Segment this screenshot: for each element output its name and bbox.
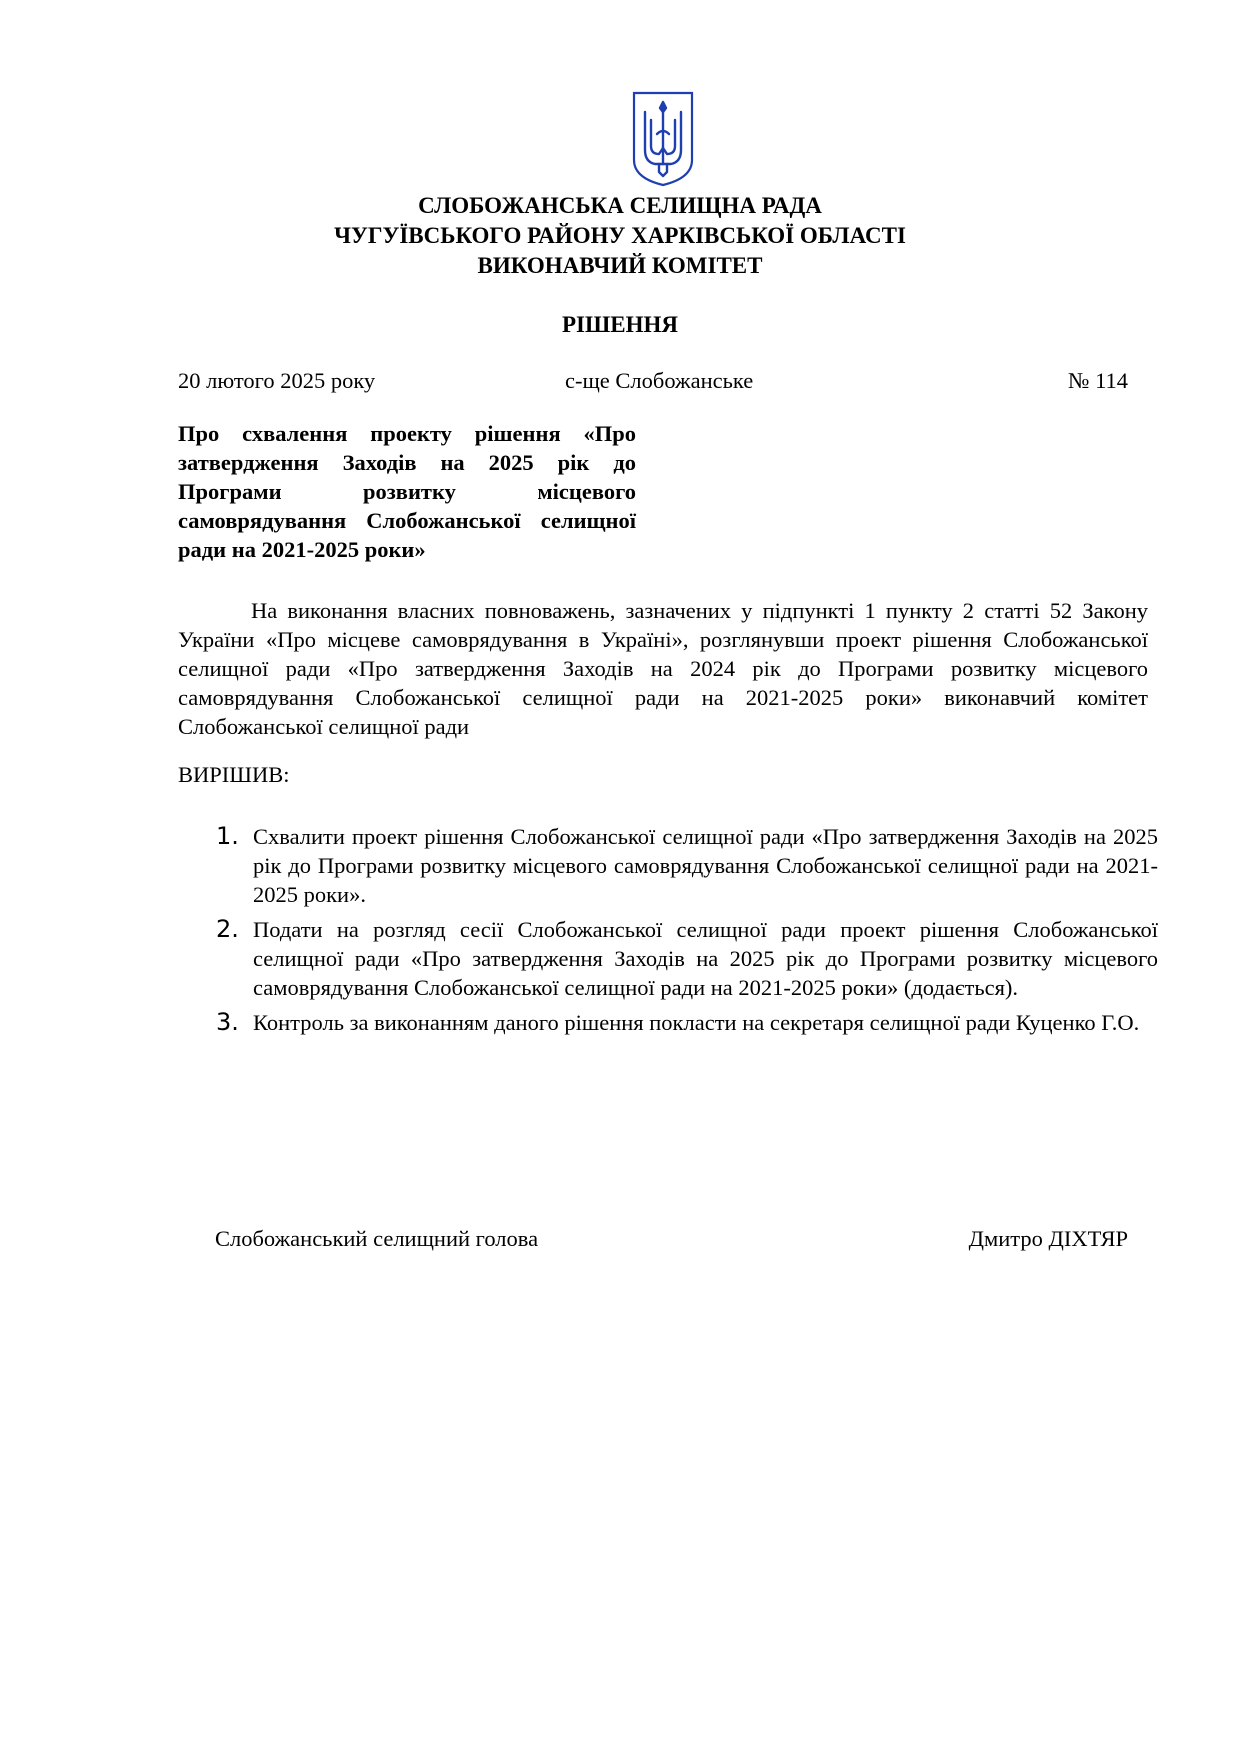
- decision-place: с-ще Слобожанське: [565, 368, 754, 393]
- header-council-name: СЛОБОЖАНСЬКА СЕЛИЩНА РАДА: [418, 193, 822, 218]
- decision-title: РІШЕННЯ: [562, 312, 678, 337]
- signatory-name: Дмитро ДІХТЯР: [968, 1226, 1128, 1251]
- list-item-text: Подати на розгляд сесії Слобожанської селищної ради проект рішення Слобожанської селищної ради «Про затвердження Заходів на 2025 рік до Програми розвитку місцевого самоврядування Слобожанської селищної ради на 2021-2025 роки» (додається).: [253, 917, 1158, 1000]
- list-item: [178, 915, 1158, 1002]
- list-item-number: 3.: [216, 1008, 239, 1036]
- list-item-number: 2.: [216, 915, 239, 943]
- signatory-title: Слобожанський селищний голова: [215, 1226, 539, 1251]
- decision-date: 20 лютого 2025 року: [178, 368, 376, 393]
- organization-header: [0, 191, 1240, 281]
- decision-preamble: На виконання власних повноважень, зазначених у підпункті 1 пункту 2 статті 52 Закону України «Про місцеве самоврядування в Україні», розглянувши проект рішення Слобожанської селищної ради «Про затвердження Заходів на 2024 рік до Програми розвитку місцевого самоврядування Слобожанської селищної ради на 2021-2025 роки» виконавчий комітет Слобожанської селищної ради: [178, 598, 1148, 739]
- decision-meta-row: [178, 366, 1128, 396]
- resolved-heading: ВИРІШИВ:: [178, 762, 290, 787]
- header-executive-committee: ВИКОНАВЧИЙ КОМІТЕТ: [477, 253, 763, 278]
- coat-of-arms-of-ukraine-icon: [631, 90, 695, 188]
- list-item-number: 1.: [216, 822, 239, 850]
- decision-subject: Про схвалення проекту рішення «Про затвердження Заходів на 2025 рік до Програми розвитку місцевого самоврядування Слобожанської селищної ради на 2021-2025 роки»: [178, 421, 636, 562]
- resolution-items-list: [178, 822, 1158, 1043]
- list-item: [178, 822, 1158, 909]
- signature-block: [215, 1224, 1128, 1254]
- list-item: [178, 1008, 1158, 1037]
- list-item-text: Схвалити проект рішення Слобожанської селищної ради «Про затвердження Заходів на 2025 рік до Програми розвитку місцевого самоврядування Слобожанської селищної ради на 2021-2025 роки».: [253, 824, 1158, 907]
- list-item-text: Контроль за виконанням даного рішення покласти на секретаря селищної ради Куценко Г.О.: [253, 1010, 1140, 1035]
- decision-number: № 114: [1067, 368, 1128, 393]
- header-district-region: ЧУГУЇВСЬКОГО РАЙОНУ ХАРКІВСЬКОЇ ОБЛАСТІ: [334, 223, 906, 248]
